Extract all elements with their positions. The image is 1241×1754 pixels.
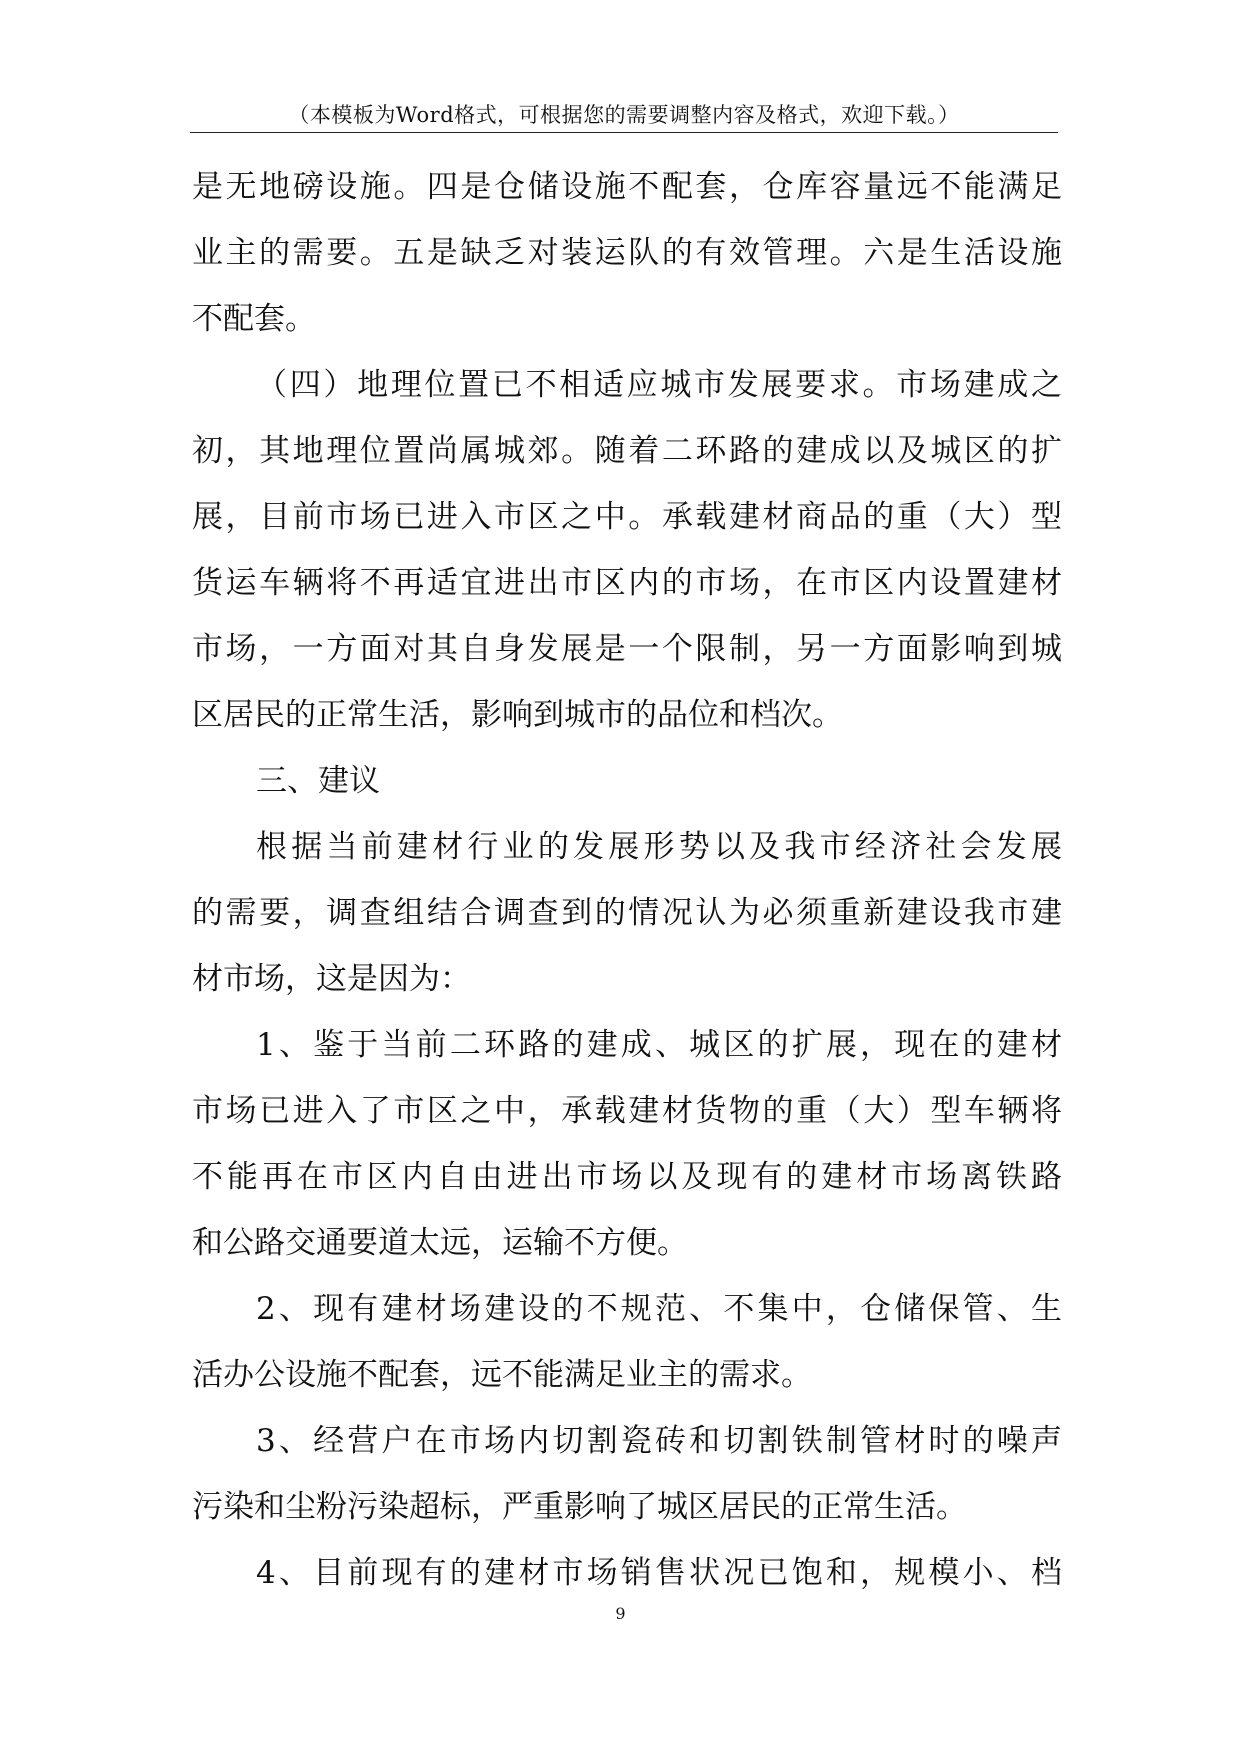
list-item-4 bbox=[192, 1540, 1062, 1606]
header-rule bbox=[190, 132, 1058, 133]
paragraph-line: 2、现有建材场建设的不规范、不集中，仓储保管、生 bbox=[256, 1291, 1062, 1327]
paragraph-line: 不能再在市区内自由进出市场以及现有的建材市场离铁路 bbox=[192, 1159, 1062, 1195]
paragraph-line: 不配套。 bbox=[192, 301, 316, 337]
paragraph-line: 市场已进入了市区之中，承载建材货物的重（大）型车辆将 bbox=[192, 1093, 1062, 1129]
paragraph-location bbox=[192, 352, 1062, 748]
section-heading-suggestions bbox=[192, 748, 1062, 814]
paragraph-line: 3、经营户在市场内切割瓷砖和切割铁制管材时的噪声 bbox=[256, 1423, 1062, 1459]
paragraph-line: 材市场，这是因为： bbox=[192, 961, 471, 997]
paragraph-line: 初，其地理位置尚属城郊。随着二环路的建成以及城区的扩 bbox=[192, 433, 1062, 469]
paragraph-line: 区居民的正常生活，影响到城市的品位和档次。 bbox=[192, 697, 843, 733]
page-header: （本模板为Word格式，可根据您的需要调整内容及格式，欢迎下载。） bbox=[288, 103, 960, 127]
paragraph-line: 根据当前建材行业的发展形势以及我市经济社会发展 bbox=[256, 829, 1062, 865]
list-item-3 bbox=[192, 1408, 1062, 1540]
paragraph-line: 业主的需要。五是缺乏对装运队的有效管理。六是生活设施 bbox=[192, 235, 1062, 271]
paragraph-rebuild-reason bbox=[192, 814, 1062, 1012]
paragraph-line: 4、目前现有的建材市场销售状况已饱和，规模小、档 bbox=[256, 1555, 1062, 1591]
paragraph-line: 1、鉴于当前二环路的建成、城区的扩展，现在的建材 bbox=[256, 1027, 1062, 1063]
section-heading: 三、建议 bbox=[256, 763, 380, 799]
list-item-2 bbox=[192, 1276, 1062, 1408]
paragraph-line: 污染和尘粉污染超标，严重影响了城区居民的正常生活。 bbox=[192, 1489, 967, 1525]
list-item-1 bbox=[192, 1012, 1062, 1276]
paragraph-line: 活办公设施不配套，远不能满足业主的需求。 bbox=[192, 1357, 812, 1393]
document-body bbox=[192, 154, 1062, 1606]
paragraph-line: 是无地磅设施。四是仓储设施不配套，仓库容量远不能满足 bbox=[192, 169, 1062, 205]
paragraph-line: 货运车辆将不再适宜进出市区内的市场，在市区内设置建材 bbox=[192, 565, 1062, 601]
paragraph-line: 展，目前市场已进入市区之中。承载建材商品的重（大）型 bbox=[192, 499, 1062, 535]
paragraph-line: 和公路交通要道太远，运输不方便。 bbox=[192, 1225, 688, 1261]
paragraph-facilities bbox=[192, 154, 1062, 352]
paragraph-line: 的需要，调查组结合调查到的情况认为必须重新建设我市建 bbox=[192, 895, 1062, 931]
paragraph-line: 市场，一方面对其自身发展是一个限制，另一方面影响到城 bbox=[192, 631, 1062, 667]
page-number: 9 bbox=[615, 1604, 626, 1623]
paragraph-line: （四）地理位置已不相适应城市发展要求。市场建成之 bbox=[256, 367, 1062, 403]
